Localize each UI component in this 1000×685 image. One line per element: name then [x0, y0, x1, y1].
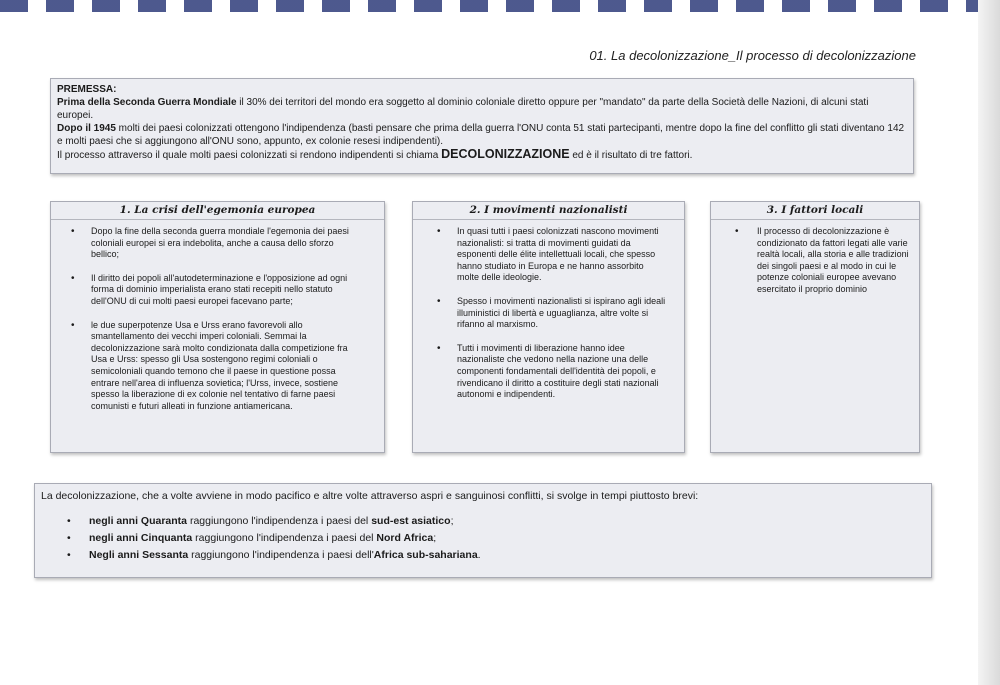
premessa-label: PREMESSA:: [57, 84, 117, 95]
list-item: • le due superpotenze Usa e Urss erano favorevoli allo smantellamento dei vecchi imperi coloniali. Semmai la decolonizzazione sarà molto condizionata dalla competizione fra Usa e Urss: spesso gli Usa sostengono regimi coloniali o semicoloniali quando temono che il paese in questione possa entrare nell'area di influenza sovietica; l'Urss, invece, sostiene spesso la liberazione di ex colonie nel tentativo di farne paesi comunisti e futuri alleati in funzione antiamericana.: [51, 320, 384, 413]
page-binding-edge: [978, 0, 1000, 685]
column-title: 1. La crisi dell'egemonia europea: [51, 202, 384, 220]
premessa-box: [50, 78, 914, 174]
list-item: • Negli anni Sessanta raggiungono l'indipendenza i paesi dell'Africa sub-sahariana.: [41, 548, 925, 562]
list-item: • negli anni Quaranta raggiungono l'indipendenza i paesi del sud-est asiatico;: [41, 514, 925, 528]
column-title: 2. I movimenti nazionalisti: [413, 202, 684, 220]
page-title: 01. La decolonizzazione_Il processo di decolonizzazione: [589, 48, 916, 63]
summary-box: [34, 483, 932, 578]
list-item: • negli anni Cinquanta raggiungono l'indipendenza i paesi del Nord Africa;: [41, 531, 925, 545]
list-item: • In quasi tutti i paesi colonizzati nascono movimenti nazionalisti: si tratta di movimenti guidati da esponenti delle élite intellettuali locali, che spesso hanno studiato in Europa e ne hanno assorbito molte delle ideologie.: [413, 226, 684, 284]
top-decorative-stripe: [0, 0, 1000, 12]
list-item: • Spesso i movimenti nazionalisti si ispirano agli ideali illuministici di libertà e uguaglianza, altre volte si rifanno al marxismo.: [413, 296, 684, 331]
column-title: 3. I fattori locali: [711, 202, 919, 220]
list-item: • Tutti i movimenti di liberazione hanno idee nazionaliste che vedono nella nazione una delle componenti fondamentali dell'identità dei popoli, e rivendicano il diritto a costituire degli stati nazionali autonomi e indipendenti.: [413, 343, 684, 401]
decolonizzazione-keyword: DECOLONIZZAZIONE: [441, 147, 570, 161]
premessa-paragraph-1: Prima della Seconda Guerra Mondiale il 30% dei territori del mondo era soggetto al dominio coloniale diretto oppure per "mandato" da parte della Società delle Nazioni, di alcuni stati europei.: [57, 97, 869, 121]
premessa-paragraph-2: Dopo il 1945 molti dei paesi colonizzati ottengono l'indipendenza (basti pensare che prima della guerra l'ONU conta 51 stati partecipanti, mentre dopo la fine del conflitto gli stati diventano 142 e molti paesi che si aggiungono all'ONU sono, appunto, ex colonie resesi indipendenti).: [57, 123, 905, 147]
factor-column-2: [412, 201, 685, 453]
list-item: • Il processo di decolonizzazione è condizionato da fattori legati alle varie realtà locali, alla storia e alle tradizioni dei singoli paesi e al modo in cui le potenze coloniali europee avevano esercitato il proprio dominio: [711, 226, 919, 296]
list-item: • Il diritto dei popoli all'autodeterminazione e l'opposizione ad ogni forma di dominio imperialista erano stati recepiti nello statuto dell'ONU di cui molti paesi europei facevano parte;: [51, 273, 384, 308]
factor-column-1: [50, 201, 385, 453]
premessa-paragraph-3: Il processo attraverso il quale molti paesi colonizzati si rendono indipendenti si chiama DECOLONIZZAZIONE ed è il risultato di tre fattori.: [57, 147, 693, 161]
list-item: • Dopo la fine della seconda guerra mondiale l'egemonia dei paesi coloniali europei si era indebolita, anche a causa dello sforzo bellico;: [51, 226, 384, 261]
summary-intro: La decolonizzazione, che a volte avviene in modo pacifico e altre volte attraverso aspri e sanguinosi conflitti, si svolge in tempi piuttosto brevi:: [41, 490, 699, 502]
factor-column-3: [710, 201, 920, 453]
